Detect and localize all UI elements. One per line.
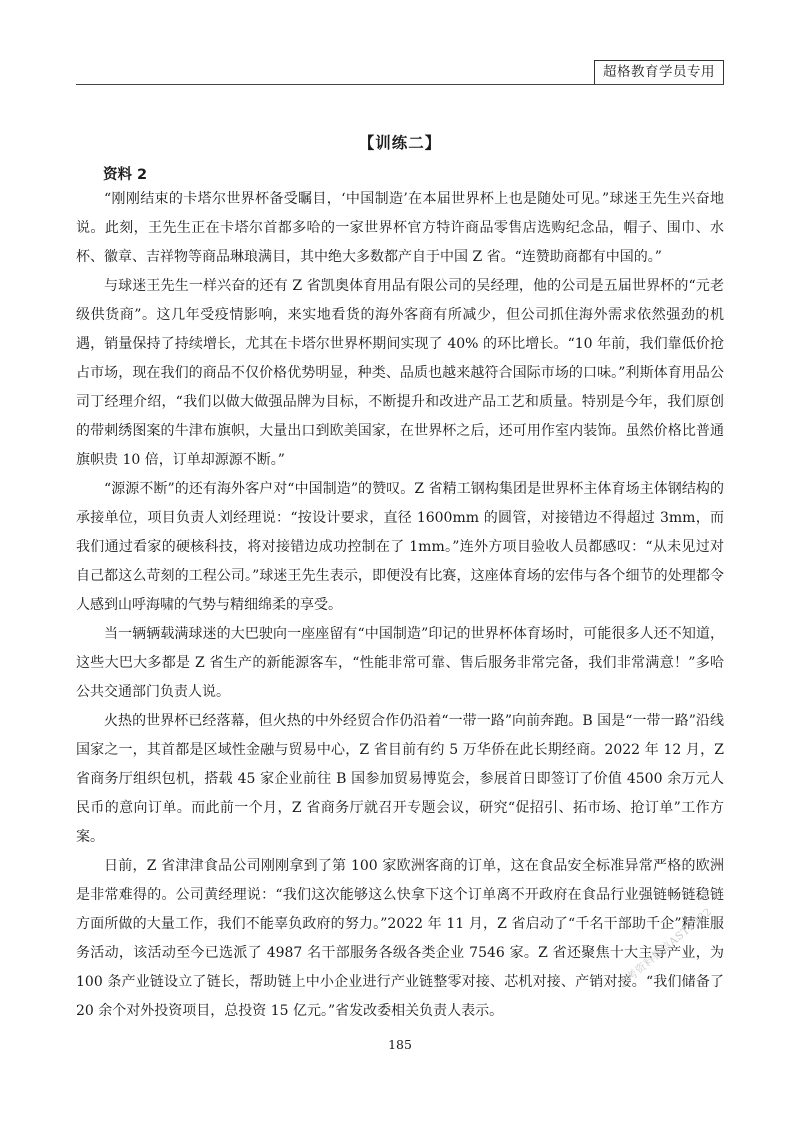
body-text: [76, 185, 724, 1026]
paragraph: 火热的世界杯已经落幕，但火热的中外经贸合作仍沿着“一带一路”向前奔跑。B 国是“一带一路”沿线国家之一，其首都是区域性金融与贸易中心，Z 省目前有约 5 万华侨在此长期经商。2022 年 12 月，Z 省商务厅组织包机，搭载 45 家企业前往 B 国参加贸易博览会，参展首日即签订了价值 4500 余万元人民币的意向订单。而此前一个月，Z 省商务厅就召开专题会议，研究“促招引、拓市场、抢订单”工作方案。: [76, 713, 724, 845]
paragraph: 日前，Z 省津津食品公司刚刚拿到了第 100 家欧洲客商的订单，这在食品安全标准异常严格的欧洲是非常难得的。公司黄经理说：“我们这次能够这么快拿下这个订单离不开政府在食品行业强链畅链稳链方面所做的大量工作，我们不能辜负政府的努力。”2022 年 11 月，Z 省启动了“千名干部助千企”精准服务活动，该活动至今已选派了 4987 名干部服务各级各类企业 7546 家。Z 省还聚焦十大主导产业，为 100 条产业链设立了链长，帮助链上中小企业进行产业链整零对接、芯机对接、产销对接。“我们储备了 20 余个对外投资项目，总投资 15 亿元。”省发改委相关负责人表示。: [76, 858, 724, 1019]
page-number: 185: [388, 1037, 412, 1052]
paragraph: 与球迷王先生一样兴奋的还有 Z 省凯奥体育用品有限公司的吴经理，他的公司是五届世界杯的“元老级供货商”。这几年受疫情影响，来实地看货的海外客商有所减少，但公司抓住海外需求依然强劲的机遇，销量保持了持续增长，尤其在卡塔尔世界杯期间实现了 40% 的环比增长。“10 年前，我们靠低价抢占市场，现在我们的商品不仅价格优势明显，种类、品质也越来越符合国际市场的口味。”利斯体育用品公司丁经理介绍，“我们以做大做强品牌为目标，不断提升和改进产品工艺和质量。特别是今年，我们原创的带刺绣图案的牛津布旗帜，大量出口到欧美国家，在世界杯之后，还可用作室内装饰。虽然价格比普通旗帜贵 10 倍，订单却源源不断。”: [76, 278, 724, 468]
material-label: 资料 2: [103, 167, 148, 183]
paragraph: “刚刚结束的卡塔尔世界杯备受瞩目，‘中国制造’在本届世界杯上也是随处可见。”球迷王先生兴奋地说。此刻，王先生正在卡塔尔首都多哈的一家世界杯官方特许商品零售店选购纪念品，帽子、围巾、水杯、徽章、吉祥物等商品琳琅满目，其中绝大多数都产自于中国 Z 省。“连赞助商都有中国的。”: [76, 191, 724, 265]
header-tag: 超格教育学员专用: [594, 60, 724, 85]
watermark: 公考资料微信AST2982: [616, 905, 715, 991]
section-title: 【训练二】: [358, 134, 442, 152]
paragraph: 当一辆辆载满球迷的大巴驶向一座座留有“中国制造”印记的世界杯体育场时，可能很多人还不知道，这些大巴大多都是 Z 省生产的新能源客车，“性能非常可靠、售后服务非常完备，我们非常满意！”多哈公共交通部门负责人说。: [76, 626, 724, 700]
paragraph: “源源不断”的还有海外客户对“中国制造”的赞叹。Z 省精工钢构集团是世界杯主体育场主体钢结构的承接单位，项目负责人刘经理说：“按设计要求，直径 1600mm 的圆管，对接错边不得超过 3mm，而我们通过看家的硬核科技，将对接错边成功控制在了 1mm。”连外方项目验收人员都感叹：“从未见过对自己都这么苛刻的工程公司。”球迷王先生表示，即便没有比赛，这座体育场的宏伟与各个细节的处理都令人感到山呼海啸的气势与精细绵柔的享受。: [76, 481, 724, 613]
header-rule: [76, 84, 724, 85]
